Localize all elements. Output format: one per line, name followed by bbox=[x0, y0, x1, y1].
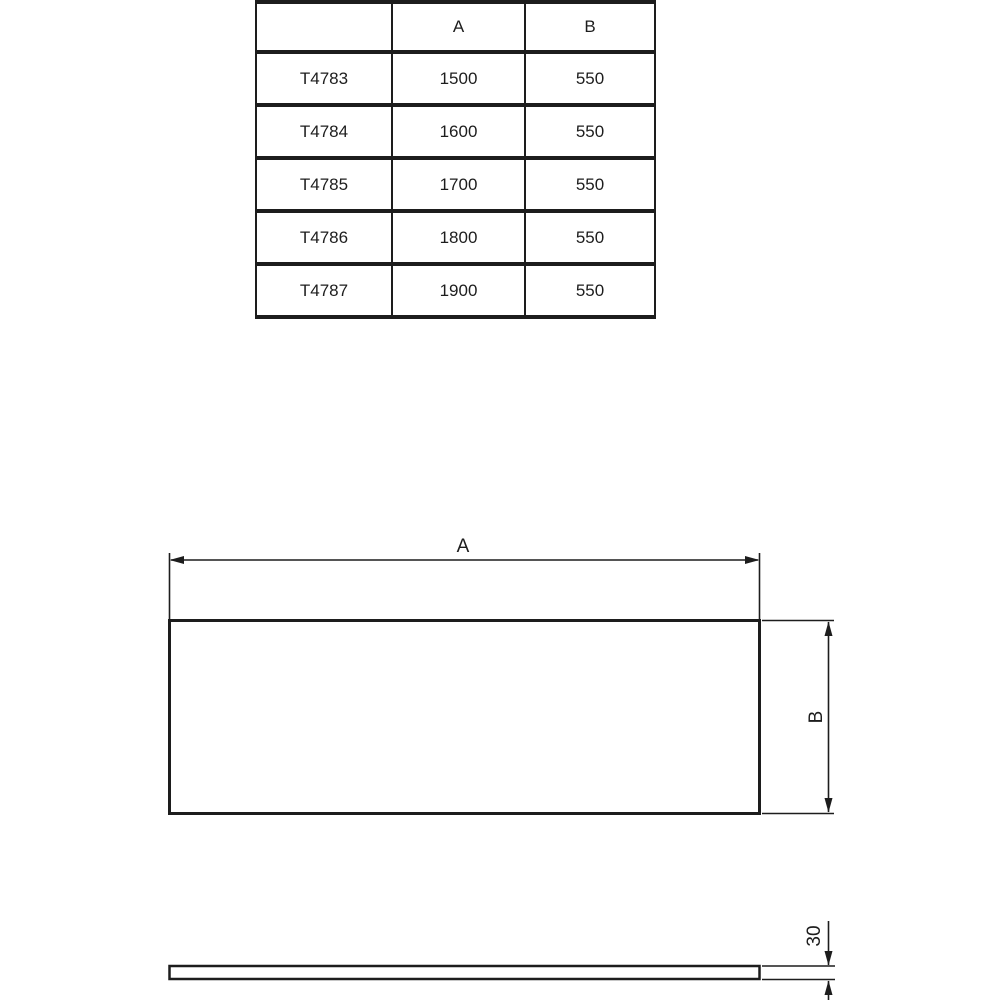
table-header-cell-a: A bbox=[392, 2, 525, 52]
product-code-cell: T4784 bbox=[256, 105, 392, 158]
dimension-b-cell: 550 bbox=[525, 105, 655, 158]
dimension-b-arrow-top-icon bbox=[825, 622, 833, 637]
dimension-b-cell: 550 bbox=[525, 52, 655, 105]
dimension-b-arrow-bottom-icon bbox=[825, 798, 833, 813]
panel-front-view bbox=[170, 621, 760, 814]
dimension-a-cell: 1900 bbox=[392, 264, 525, 317]
dimension-a-cell: 1500 bbox=[392, 52, 525, 105]
product-code-cell: T4785 bbox=[256, 158, 392, 211]
dimension-b-label: B bbox=[806, 710, 827, 724]
dimension-a-cell: 1700 bbox=[392, 158, 525, 211]
thickness-arrow-up-icon bbox=[825, 981, 833, 996]
dimension-a-cell: 1600 bbox=[392, 105, 525, 158]
dimension-a-cell: 1800 bbox=[392, 211, 525, 264]
product-code-cell: T4786 bbox=[256, 211, 392, 264]
dimension-a-label: A bbox=[456, 536, 470, 557]
product-code-cell: T4787 bbox=[256, 264, 392, 317]
dimension-a-arrow-left-icon bbox=[170, 556, 185, 564]
dimension-b-cell: 550 bbox=[525, 158, 655, 211]
dimension-b-cell: 550 bbox=[525, 264, 655, 317]
dimension-a-arrow-right-icon bbox=[745, 556, 760, 564]
panel-side-view bbox=[170, 966, 760, 979]
dimension-b-cell: 550 bbox=[525, 211, 655, 264]
product-code-cell: T4783 bbox=[256, 52, 392, 105]
thickness-label: 30 bbox=[804, 925, 825, 947]
thickness-arrow-down-icon bbox=[825, 951, 833, 966]
table-header-cell-b: B bbox=[525, 2, 655, 52]
